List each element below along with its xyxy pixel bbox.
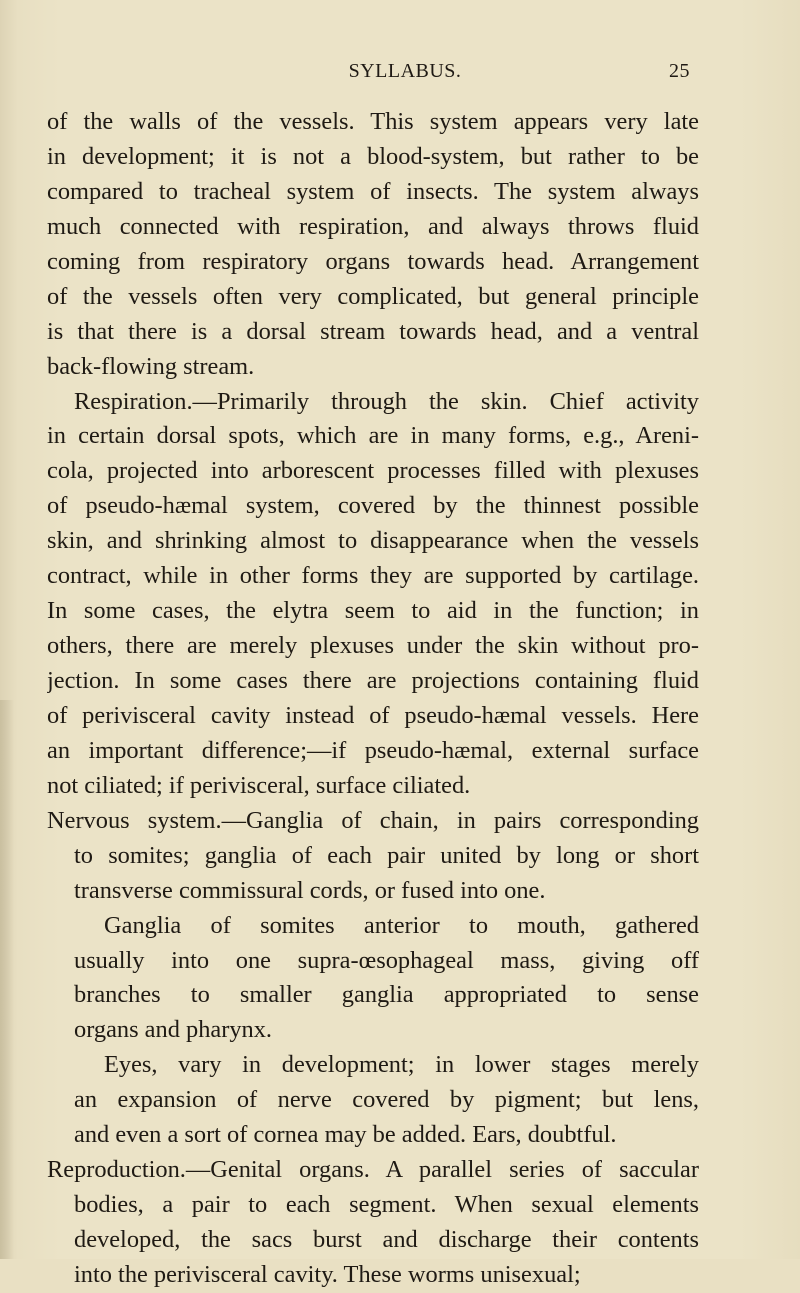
text-line: transverse commissural cords, or fused into one.: [74, 876, 546, 904]
text-line: developed, the sacs burst and discharge their contents: [74, 1226, 699, 1253]
text-line: compared to tracheal system of insects. The system always: [47, 177, 699, 205]
text-line: coming from respiratory organs towards head. Arrangement: [47, 247, 699, 275]
page-number: 25: [669, 60, 690, 82]
text-line: an important difference;—if pseudo-hæmal, external surface: [47, 736, 699, 764]
text-line: is that there is a dorsal stream towards head, and a ventral: [47, 317, 699, 345]
text-line: much connected with respiration, and always throws fluid: [47, 212, 699, 240]
text-line: of perivisceral cavity instead of pseudo-hæmal vessels. Here: [47, 701, 699, 729]
text-line: others, there are merely plexuses under the skin without pro-: [47, 632, 699, 660]
text-line: Respiration.—Primarily through the skin. Chief activity: [74, 387, 699, 415]
text-line: Eyes, vary in development; in lower stages merely: [104, 1051, 699, 1079]
text-line: in certain dorsal spots, which are in many forms, e.g., Areni-: [47, 422, 699, 450]
text-line: In some cases, the elytra seem to aid in the function; in: [47, 597, 699, 625]
page-header: [120, 60, 690, 90]
text-line: of the vessels often very complicated, but general principle: [47, 282, 699, 310]
text-line: and even a sort of cornea may be added. Ears, doubtful.: [74, 1121, 617, 1149]
body-text: [47, 105, 699, 1293]
text-line: into the perivisceral cavity. These worms unisexual;: [74, 1260, 581, 1288]
text-line: not ciliated; if perivisceral, surface ciliated.: [47, 771, 471, 799]
text-line: to somites; ganglia of each pair united by long or short: [74, 841, 699, 869]
text-line: an expansion of nerve covered by pigment; but lens,: [74, 1086, 699, 1114]
text-line: branches to smaller ganglia appropriated to sense: [74, 981, 699, 1009]
text-line: Ganglia of somites anterior to mouth, gathered: [104, 911, 699, 939]
text-line: contract, while in other forms they are supported by cartilage.: [47, 562, 699, 590]
text-line: usually into one supra-œsophageal mass, giving off: [74, 946, 699, 974]
text-line: of the walls of the vessels. This system appears very late: [47, 108, 699, 135]
page-edge-shadow: [0, 700, 14, 1259]
text-line: cola, projected into arborescent processes filled with plexuses: [47, 457, 699, 485]
text-line: in development; it is not a blood-system, but rather to be: [47, 142, 699, 170]
text-line: Reproduction.—Genital organs. A parallel series of saccular: [47, 1156, 699, 1184]
text-line: organs and pharynx.: [74, 1016, 273, 1044]
text-line: of pseudo-hæmal system, covered by the thinnest possible: [47, 492, 699, 520]
text-line: Nervous system.—Ganglia of chain, in pairs corresponding: [47, 806, 699, 834]
text-line: skin, and shrinking almost to disappearance when the vessels: [47, 527, 699, 555]
text-line: back-flowing stream.: [47, 352, 255, 380]
text-line: bodies, a pair to each segment. When sexual elements: [74, 1191, 699, 1219]
running-head: SYLLABUS.: [348, 60, 462, 82]
text-line: jection. In some cases there are projections containing fluid: [47, 667, 699, 694]
